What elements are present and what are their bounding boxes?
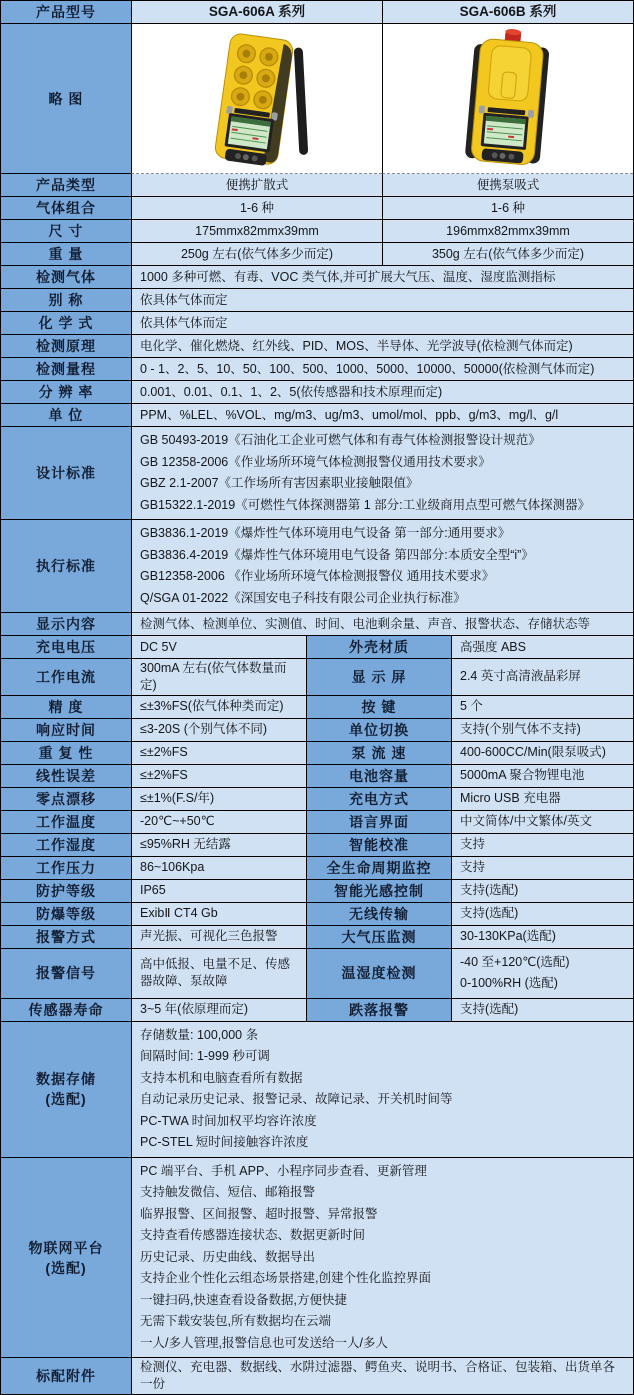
table-row: [1, 880, 633, 903]
table-row: [1, 719, 633, 742]
spec-value-model-b: 便携泵吸式: [382, 174, 633, 196]
table-row: [1, 613, 633, 636]
table-header-row: [1, 1, 633, 24]
table-row: [1, 949, 633, 999]
spec-label: 传感器寿命: [1, 999, 131, 1021]
text-line: 历史记录、历史曲线、数据导出: [140, 1249, 316, 1264]
text-line: GB 12358-2006《作业场所环境气体检测报警仪通用技术要求》: [140, 454, 491, 469]
spec-value: ≤±2%FS: [131, 742, 306, 764]
spec-label: 化 学 式: [1, 312, 131, 334]
spec-label: 无线传输: [306, 903, 451, 925]
text-line: 间隔时间: 1-999 秒可调: [140, 1049, 270, 1064]
spec-label: 外壳材质: [306, 636, 451, 658]
spec-label: 检测原理: [1, 335, 131, 357]
spec-value-model-a: 175mmx82mmx39mm: [131, 220, 382, 242]
spec-label: 气体组合: [1, 197, 131, 219]
spec-label: 重 量: [1, 243, 131, 265]
text-line: 0-100%RH (选配): [460, 976, 558, 991]
spec-label: 显 示 屏: [306, 659, 451, 695]
spec-label: 智能光感控制: [306, 880, 451, 902]
spec-value: 1000 多种可燃、有毒、VOC 类气体,并可扩展大气压、温度、湿度监测指标: [131, 266, 633, 288]
spec-value: 电化学、催化燃烧、红外线、PID、MOS、半导体、光学波导(依检测气体而定): [131, 335, 633, 357]
spec-label: 工作湿度: [1, 834, 131, 856]
spec-label: 防护等级: [1, 880, 131, 902]
spec-value: DC 5V: [131, 636, 306, 658]
spec-value-list: [131, 520, 633, 612]
spec-label: 单位切换: [306, 719, 451, 741]
spec-value: 30-130KPa(选配): [451, 926, 633, 948]
text-line: 无需下载安装包,所有数据均在云端: [140, 1314, 331, 1329]
table-row: [1, 788, 633, 811]
spec-label: 执行标准: [1, 520, 131, 612]
text-line: GB12358-2006 《作业场所环境气体检测报警仪 通用技术要求》: [140, 569, 495, 583]
table-row: [1, 857, 633, 880]
text-line: 一人/多人管理,报警信息也可发送给一人/多人: [140, 1335, 388, 1350]
header-model-a: SGA-606A 系列: [131, 1, 382, 23]
spec-label: 单 位: [1, 404, 131, 426]
spec-label: 尺 寸: [1, 220, 131, 242]
device-b-illustration: [384, 25, 633, 173]
spec-value: 支持: [451, 834, 633, 856]
spec-label: 语言界面: [306, 811, 451, 833]
spec-value: ≤±3%FS(依气体种类而定): [131, 696, 306, 718]
spec-value-list: [131, 1158, 633, 1358]
spec-value: 支持(个别气体不支持): [451, 719, 633, 741]
spec-label: 充电方式: [306, 788, 451, 810]
spec-label: 分 辨 率: [1, 381, 131, 403]
text-line: 临界报警、区间报警、超时报警、异常报警: [140, 1206, 378, 1221]
spec-label: 工作电流: [1, 659, 131, 695]
spec-value: 400-600CC/Min(限泵吸式): [451, 742, 633, 764]
spec-label: 智能校准: [306, 834, 451, 856]
spec-label: 泵 流 速: [306, 742, 451, 764]
spec-value: ≤3-20S (个别气体不同): [131, 719, 306, 741]
spec-value: 依具体气体而定: [131, 312, 633, 334]
sketch-row: [1, 24, 633, 174]
table-row: [1, 765, 633, 788]
header-model-b: SGA-606B 系列: [382, 1, 633, 23]
spec-label: 标配附件: [1, 1358, 131, 1394]
spec-value: 0.001、0.01、0.1、1、2、5(依传感器和技术原理而定): [131, 381, 633, 403]
spec-label: 检测气体: [1, 266, 131, 288]
text-line: GB 50493-2019《石油化工企业可燃气体和有毒气体检测报警设计规范》: [140, 433, 541, 447]
spec-label: 零点漂移: [1, 788, 131, 810]
spec-value: 0 - 1、2、5、10、50、100、500、1000、5000、10000、50000(依检测气体而定): [131, 358, 633, 380]
spec-value: 3~5 年(依原理而定): [131, 999, 306, 1021]
spec-value: Micro USB 充电器: [451, 788, 633, 810]
device-b-image: [382, 24, 633, 174]
spec-label: 报警信号: [1, 949, 131, 998]
spec-label: 设计标准: [1, 427, 131, 519]
table-row: [1, 1022, 633, 1158]
table-row: [1, 220, 633, 243]
table-row: [1, 520, 633, 613]
spec-value-list: [131, 1022, 633, 1157]
text-line: GB3836.4-2019《爆炸性气体环境用电气设备 第四部分:本质安全型“i”》: [140, 547, 534, 562]
spec-value: 检测气体、检测单位、实测值、时间、电池剩余量、声音、报警状态、存储状态等: [131, 613, 633, 635]
spec-label: 电池容量: [306, 765, 451, 787]
spec-value: 86~106Kpa: [131, 857, 306, 879]
spec-value-model-b: 196mmx82mmx39mm: [382, 220, 633, 242]
spec-label: 全生命周期监控: [306, 857, 451, 879]
spec-value: [451, 949, 633, 998]
text-line: (选配): [45, 1091, 87, 1108]
table-row: [1, 1158, 633, 1359]
spec-value: IP65: [131, 880, 306, 902]
spec-value: 高强度 ABS: [451, 636, 633, 658]
spec-label: 别 称: [1, 289, 131, 311]
spec-value: 5 个: [451, 696, 633, 718]
table-row: [1, 404, 633, 427]
table-row: [1, 312, 633, 335]
spec-value-model-b: 1-6 种: [382, 197, 633, 219]
spec-label: 精 度: [1, 696, 131, 718]
spec-label: 显示内容: [1, 613, 131, 635]
table-row: [1, 381, 633, 404]
spec-value: 高中低报、电量不足、传感器故障、泵故障: [131, 949, 306, 998]
sketch-label: 略 图: [1, 24, 131, 174]
table-row: [1, 289, 633, 312]
spec-value: ExibⅡ CT4 Gb: [131, 903, 306, 925]
spec-value-list: [131, 427, 633, 519]
text-line: PC 端平台、手机 APP、小程序同步查看、更新管理: [140, 1163, 427, 1178]
spec-label: 报警方式: [1, 926, 131, 948]
spec-value: 5000mA 聚合物锂电池: [451, 765, 633, 787]
spec-value-model-a: 便携扩散式: [131, 174, 382, 196]
spec-value: ≤±2%FS: [131, 765, 306, 787]
text-line: -40 至+120℃(选配): [460, 954, 570, 969]
spec-value-model-b: 350g 左右(依气体多少而定): [382, 243, 633, 265]
spec-value: 支持(选配): [451, 999, 633, 1021]
text-line: 支持企业个性化云组态场景搭建,创建个性化监控界面: [140, 1271, 431, 1286]
spec-label: 工作压力: [1, 857, 131, 879]
header-product-model-label: 产品型号: [1, 1, 131, 23]
table-row: [1, 1358, 633, 1395]
spec-label: 跌落报警: [306, 999, 451, 1021]
table-row: [1, 636, 633, 659]
table-row: [1, 903, 633, 926]
text-line: 支持本机和电脑查看所有数据: [140, 1070, 303, 1085]
spec-value-model-a: 1-6 种: [131, 197, 382, 219]
text-line: Q/SGA 01-2022《深国安电子科技有限公司企业执行标准》: [140, 590, 466, 605]
spec-value: 声光振、可视化三色报警: [131, 926, 306, 948]
spec-label: 按 键: [306, 696, 451, 718]
text-line: 支持查看传感器连接状态、数据更新时间: [140, 1228, 366, 1243]
spec-value-model-a: 250g 左右(依气体多少而定): [131, 243, 382, 265]
table-row: [1, 926, 633, 949]
text-line: PC-TWA 时间加权平均容许浓度: [140, 1113, 317, 1128]
spec-value: ≤95%RH 无结露: [131, 834, 306, 856]
spec-value: 支持(选配): [451, 903, 633, 925]
spec-rows: [1, 174, 633, 1395]
text-line: GB3836.1-2019《爆炸性气体环境用电气设备 第一部分:通用要求》: [140, 526, 511, 540]
spec-label: 工作温度: [1, 811, 131, 833]
spec-value: -20℃~+50℃: [131, 811, 306, 833]
table-row: [1, 659, 633, 696]
table-row: [1, 742, 633, 765]
spec-value: PPM、%LEL、%VOL、mg/m3、ug/m3、umol/mol、ppb、g/m3、mg/l、g/l: [131, 404, 633, 426]
table-row: [1, 197, 633, 220]
text-line: GBZ 2.1-2007《工作场所有害因素职业接触限值》: [140, 476, 419, 490]
spec-label: 线性误差: [1, 765, 131, 787]
spec-value: 依具体气体而定: [131, 289, 633, 311]
table-row: [1, 335, 633, 358]
text-line: 一键扫码,快速查看设备数据,方便快捷: [140, 1292, 347, 1307]
spec-label: 检测量程: [1, 358, 131, 380]
table-row: [1, 174, 633, 197]
spec-value: 支持: [451, 857, 633, 879]
text-line: 数据存储: [36, 1071, 96, 1088]
device-a-image: [131, 24, 382, 174]
table-row: [1, 358, 633, 381]
spec-label: 温湿度检测: [306, 949, 451, 998]
text-line: 自动记录历史记录、报警记录、故障记录、开关机时间等: [140, 1092, 453, 1107]
spec-value: 2.4 英寸高清液晶彩屏: [451, 659, 633, 695]
table-row: [1, 266, 633, 289]
text-line: 物联网平台: [28, 1239, 104, 1256]
table-row: [1, 811, 633, 834]
table-row: [1, 243, 633, 266]
text-line: (选配): [45, 1259, 87, 1276]
text-line: PC-STEL 短时间接触容许浓度: [140, 1135, 309, 1150]
spec-label: 充电电压: [1, 636, 131, 658]
spec-value: 300mA 左右(依气体数量而定): [131, 659, 306, 695]
spec-value: 检测仪、充电器、数据线、水阱过滤器、鳄鱼夹、说明书、合格证、包装箱、出货单各一份: [131, 1358, 633, 1394]
spec-label: 大气压监测: [306, 926, 451, 948]
spec-label: [1, 1022, 131, 1157]
spec-value: 中文简体/中文繁体/英文: [451, 811, 633, 833]
table-row: [1, 999, 633, 1022]
spec-label: 重 复 性: [1, 742, 131, 764]
table-row: [1, 696, 633, 719]
text-line: 支持触发微信、短信、邮箱报警: [140, 1185, 316, 1200]
spec-label: [1, 1158, 131, 1358]
device-a-illustration: [132, 25, 382, 173]
text-line: GB15322.1-2019《可燃性气体探测器第 1 部分:工业级商用点型可燃气体探测器》: [140, 497, 591, 512]
spec-value: 支持(选配): [451, 880, 633, 902]
table-row: [1, 834, 633, 857]
spec-label: 产品类型: [1, 174, 131, 196]
spec-label: 防爆等级: [1, 903, 131, 925]
spec-label: 响应时间: [1, 719, 131, 741]
spec-value: ≤±1%(F.S/年): [131, 788, 306, 810]
text-line: 存储数量: 100,000 条: [140, 1027, 259, 1042]
table-row: [1, 427, 633, 520]
